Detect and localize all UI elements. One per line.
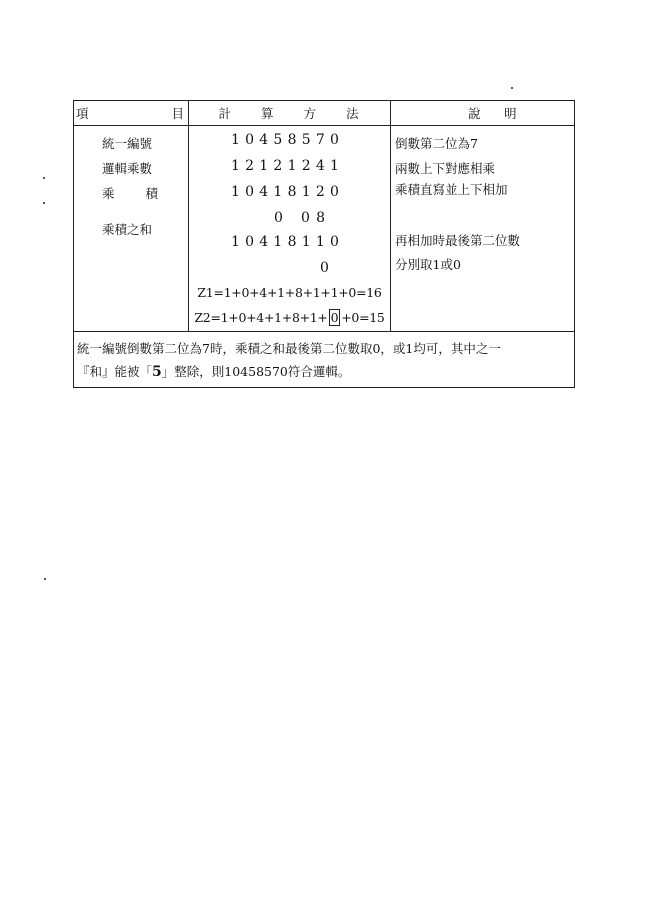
digit: 1 bbox=[231, 184, 240, 200]
header-row bbox=[74, 101, 575, 126]
digit: 7 bbox=[315, 132, 325, 148]
digit: 1 bbox=[329, 158, 339, 174]
digit: 0 bbox=[329, 234, 339, 250]
digit: 8 bbox=[287, 184, 297, 200]
header-note-right: 明 bbox=[503, 106, 519, 121]
digit: 8 bbox=[287, 132, 297, 148]
digit: 4 bbox=[315, 158, 325, 174]
digit: 2 bbox=[301, 158, 311, 174]
note-take-1-or-0: 分別取1或0 bbox=[395, 257, 461, 272]
scan-speck bbox=[511, 87, 513, 89]
digit: 8 bbox=[316, 210, 325, 226]
digit: 1 bbox=[231, 234, 240, 250]
footer-line-2 bbox=[77, 360, 571, 384]
footer-text: 『和』能被「 bbox=[77, 364, 153, 379]
digit: 1 bbox=[287, 158, 297, 174]
item-product-sum: 乘積之和 bbox=[102, 222, 153, 237]
digit: 1 bbox=[301, 234, 311, 250]
digit: 1 bbox=[231, 158, 240, 174]
carry-digits bbox=[274, 210, 325, 226]
z2-suffix: +0=15 bbox=[341, 310, 385, 325]
header-method: 計 算 方 法 bbox=[189, 101, 391, 126]
digit: 1 bbox=[315, 234, 325, 250]
z1-formula: Z1=1+0+4+1+8+1+1+0=16 bbox=[197, 285, 382, 300]
digit: 1 bbox=[273, 234, 283, 250]
digit: 2 bbox=[245, 158, 255, 174]
ubn-logic-check-table bbox=[73, 100, 575, 388]
digit: 5 bbox=[301, 132, 311, 148]
item-multiplier: 邏輯乘數 bbox=[102, 161, 153, 176]
item-product: 乘積 bbox=[102, 186, 158, 201]
digit: 8 bbox=[287, 234, 297, 250]
body-row bbox=[74, 126, 575, 332]
digit: 2 bbox=[273, 158, 283, 174]
header-item bbox=[74, 101, 189, 126]
digit: 0 bbox=[320, 260, 329, 276]
digit: 0 bbox=[301, 210, 310, 226]
header-note bbox=[391, 101, 575, 126]
header-note-left: 說 bbox=[467, 106, 483, 121]
footer-line-1: 統一編號倒數第二位為7時，乘積之和最後第二位數取0，或1均可，其中之一 bbox=[77, 341, 501, 356]
footer-text: 」整除，則10458570符合邏輯。 bbox=[161, 364, 351, 379]
digit: 0 bbox=[245, 234, 255, 250]
ubn-digits bbox=[231, 132, 339, 148]
multiplier-digits bbox=[231, 158, 339, 174]
digit: 4 bbox=[259, 132, 269, 148]
footer-row bbox=[74, 332, 575, 388]
note-second-last-digit: 倒數第二位為7 bbox=[395, 136, 478, 151]
z2-boxed-digit: 0 bbox=[330, 310, 339, 325]
digit: 0 bbox=[274, 210, 283, 226]
digit: 2 bbox=[315, 184, 325, 200]
extra-zero bbox=[320, 260, 330, 276]
scan-speck bbox=[44, 578, 46, 580]
note-re-add: 再相加時最後第二位數 bbox=[395, 233, 521, 248]
z2-prefix: Z2=1+0+4+1+8+1+ bbox=[194, 310, 328, 325]
notes-column bbox=[391, 126, 575, 332]
note-add-vertical: 乘積直寫並上下相加 bbox=[395, 182, 508, 197]
method-column bbox=[189, 126, 391, 332]
digit: 4 bbox=[259, 234, 269, 250]
sum-digits bbox=[231, 234, 339, 250]
header-item-left: 項 bbox=[76, 106, 91, 121]
digit: 1 bbox=[259, 158, 269, 174]
digit: 1 bbox=[273, 184, 283, 200]
digit: 0 bbox=[245, 132, 255, 148]
product-digits bbox=[231, 184, 339, 200]
item-ubn: 統一編號 bbox=[102, 136, 153, 151]
header-item-right: 目 bbox=[171, 106, 186, 121]
digit: 0 bbox=[245, 184, 255, 200]
note-multiply: 兩數上下對應相乘 bbox=[395, 161, 496, 176]
digit: 1 bbox=[301, 184, 311, 200]
digit: 1 bbox=[231, 132, 240, 148]
digit: 0 bbox=[329, 184, 339, 200]
scan-speck bbox=[43, 177, 45, 179]
scan-speck bbox=[43, 202, 45, 204]
digit: 0 bbox=[329, 132, 339, 148]
items-column bbox=[74, 126, 189, 332]
footer-conclusion bbox=[74, 332, 575, 388]
digit: 4 bbox=[259, 184, 269, 200]
digit: 5 bbox=[273, 132, 283, 148]
z2-formula bbox=[189, 310, 390, 325]
footer-number-five: 5 bbox=[152, 364, 162, 380]
